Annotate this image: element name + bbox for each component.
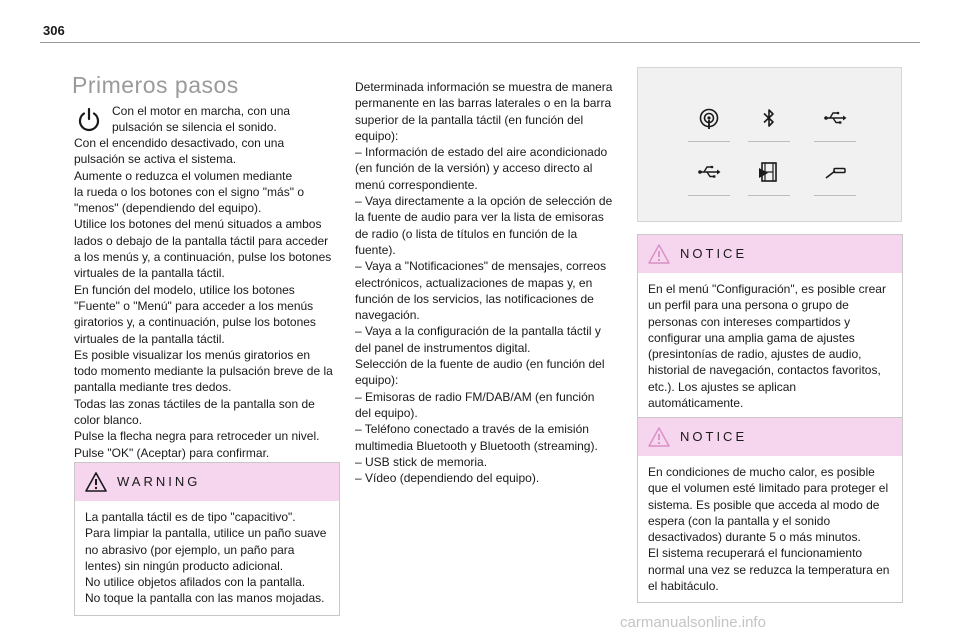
text-line: En condiciones de mucho calor, es posible [648, 465, 875, 479]
video-icon [757, 160, 781, 184]
bluetooth-source [746, 102, 792, 142]
text-line: giratorios y, a continuación, pulse los botones [74, 315, 316, 330]
text-line: del equipo). [355, 405, 418, 420]
text-line: (presintonías de radio, ajustes de audio, [648, 347, 862, 362]
text-line: pulsación se activa el sistema. [74, 152, 237, 167]
warning-label: WARNING [117, 474, 201, 489]
text-line: – Vídeo (dependiendo del equipo). [355, 471, 540, 486]
text-line: – Vaya directamente a la opción de selección de [355, 194, 613, 209]
notice-body [638, 273, 902, 419]
text-line: El sistema recuperará el funcionamiento [648, 546, 863, 561]
text-line: equipo): [355, 128, 399, 143]
text-line: a los menús y, a continuación, pulse los botones [74, 250, 332, 265]
text-line: la rueda o los botones con el signo "más" o [74, 184, 304, 199]
text-line: – Emisoras de radio FM/DAB/AM (en función [355, 389, 595, 404]
text-line: pulsación se silencia el sonido. [112, 120, 277, 135]
usb-source [812, 102, 858, 142]
text-line: permanente en las barras laterales o en la barra [355, 96, 612, 111]
warning-box [74, 462, 340, 616]
radio-icon [697, 106, 721, 130]
text-line: Es posible visualizar los menús giratorios en [74, 347, 311, 362]
text-line: La pantalla táctil es de tipo "capacitivo". [85, 510, 296, 524]
audio-source-icon-panel [637, 67, 902, 222]
text-line: Selección de la fuente de audio (en función del [355, 357, 605, 372]
text-line: Para limpiar la pantalla, utilice un paño suave [85, 526, 327, 541]
usb-source [686, 156, 732, 196]
text-line: normal una vez se reduzca la temperatura en [648, 562, 890, 577]
text-line: de radio (o lista de títulos en función de la [355, 226, 578, 241]
page-title: Primeros pasos [72, 72, 239, 98]
notice-icon [648, 244, 670, 264]
column-2-text [355, 79, 625, 486]
text-line: navegación. [355, 308, 420, 323]
text-line: historial de navegación, contactos favoritos, [648, 363, 881, 378]
text-line: Determinada información se muestra de manera [355, 80, 613, 94]
text-line: Con el motor en marcha, con una [112, 104, 291, 118]
text-line: "Fuente" o "Menú" para acceder a los menús [74, 298, 314, 313]
text-line: pantalla mediante tres dedos. [74, 380, 232, 395]
text-line: – Vaya a la configuración de la pantalla táctil y [355, 324, 601, 339]
power-icon [76, 107, 102, 133]
text-line: (en función de la versión) y acceso directo al [355, 161, 593, 176]
text-line: fuente). [355, 242, 396, 257]
notice-icon [648, 427, 670, 447]
text-line: un perfil para una persona o grupo de [648, 298, 849, 313]
text-line: virtuales de la pantalla táctil. [74, 331, 225, 346]
usb-icon [697, 160, 721, 184]
notice-header [638, 235, 902, 273]
page-number: 306 [43, 23, 65, 38]
text-line: No toque la pantalla con las manos mojadas. [85, 591, 325, 606]
text-line: Todas las zonas táctiles de la pantalla son de [74, 396, 315, 411]
text-line: del panel de instrumentos digital. [355, 340, 531, 355]
aux-source [812, 156, 858, 196]
watermark: carmanualsonline.info [620, 614, 766, 631]
text-line: virtuales de la pantalla táctil. [74, 266, 225, 281]
text-line: lados o debajo de la pantalla táctil para acceder [74, 233, 329, 248]
intro-text [112, 103, 342, 136]
text-line: equipo): [355, 373, 399, 388]
text-line: Utilice los botones del menú situados a ambos [74, 217, 322, 232]
radio-source [686, 102, 732, 142]
text-line: la fuente de audio para ver la lista de emisoras [355, 210, 604, 225]
text-line: desactivados) durante 5 o más minutos. [648, 530, 861, 545]
notice-header [638, 418, 902, 456]
text-line: – Vaya a "Notificaciones" de mensajes, correos [355, 259, 607, 274]
text-line: – Información de estado del aire acondicionado [355, 145, 608, 160]
text-line: el habitáculo. [648, 579, 719, 594]
text-line: Con el encendido desactivado, con una [74, 136, 285, 150]
text-line: multimedia Bluetooth y Bluetooth (streaming). [355, 438, 598, 453]
text-line: no abrasivo (por ejemplo, un paño para [85, 542, 295, 557]
text-line: configurar una amplia gama de ajustes [648, 330, 855, 345]
column-1-text [74, 135, 342, 461]
header-rule [40, 42, 920, 43]
text-line: Pulse la flecha negra para retroceder un nivel. [74, 429, 320, 444]
aux-cable-icon [823, 160, 847, 184]
notice-box-2 [637, 417, 903, 603]
text-line: menú correspondiente. [355, 177, 478, 192]
bluetooth-icon [757, 106, 781, 130]
text-line: etc.). Los ajustes se aplican [648, 379, 797, 394]
text-line: "menos" (dependiendo del equipo). [74, 201, 262, 216]
notice-body [638, 456, 902, 602]
warning-header [75, 463, 339, 501]
video-source [746, 156, 792, 196]
warning-icon [85, 472, 107, 492]
text-line: En el menú "Configuración", es posible crear [648, 282, 886, 296]
text-line: función de los servicios, las notificaciones de [355, 291, 594, 306]
text-line: espera (con la pantalla y el sonido [648, 513, 831, 528]
notice-box-1 [637, 234, 903, 420]
text-line: que el volumen esté limitado para proteger el [648, 481, 889, 496]
text-line: Aumente o reduzca el volumen mediante [74, 168, 293, 183]
warning-body [75, 501, 339, 615]
text-line: color blanco. [74, 413, 143, 428]
text-line: todo momento mediante la pulsación breve de la [74, 364, 333, 379]
text-line: personas con intereses compartidos y [648, 314, 851, 329]
text-line: lentes) sin ningún producto adicional. [85, 558, 284, 573]
text-line: electrónicos, actualizaciones de mapas y, en [355, 275, 593, 290]
usb-icon [823, 106, 847, 130]
text-line: superior de la pantalla táctil (en función del [355, 112, 584, 127]
notice-label: NOTICE [680, 246, 748, 261]
text-line: – Teléfono conectado a través de la emisión [355, 422, 589, 437]
text-line: automáticamente. [648, 396, 744, 411]
text-line: No utilice objetos afilados con la pantalla. [85, 575, 306, 590]
text-line: sistema. Es posible que acceda al modo de [648, 497, 880, 512]
text-line: Pulse "OK" (Aceptar) para confirmar. [74, 445, 270, 460]
text-line: – USB stick de memoria. [355, 454, 488, 469]
notice-label: NOTICE [680, 429, 748, 444]
text-line: En función del modelo, utilice los botones [74, 282, 295, 297]
